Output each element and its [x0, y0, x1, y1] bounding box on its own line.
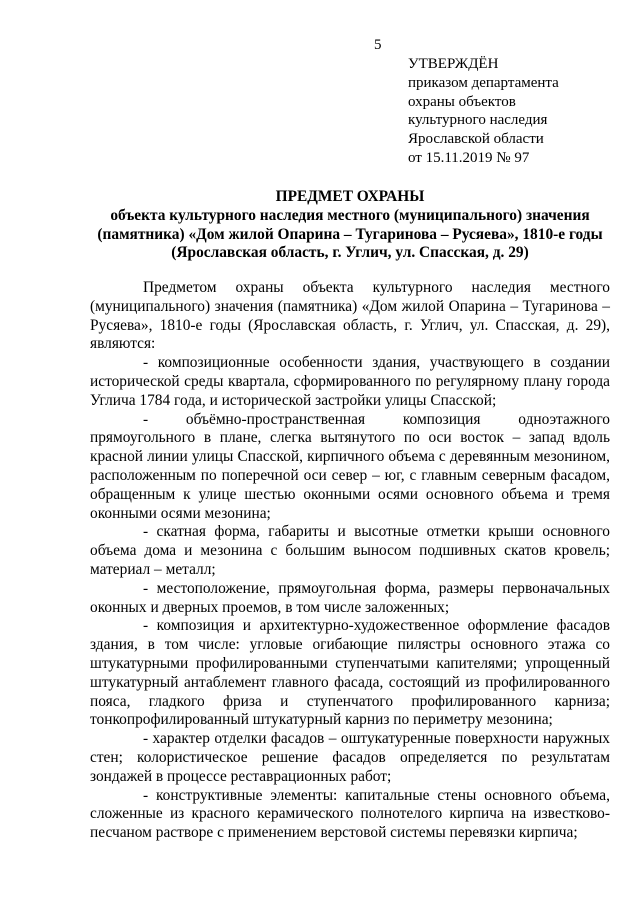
title-subtitle-line: объекта культурного наследия местного (муниципального) значения [110, 206, 590, 224]
list-item: - объёмно-пространственная композиция одноэтажного прямоугольного в плане, слегка вытянутого по оси восток – запад вдоль красной линии улицы Спасской, кирпичного объема с деревянным мезонином, расположенным по поперечной оси север – юг, с главным северным фасадом, обращенным к улице шестью оконными осями основного объема и тремя оконными осями мезонина; [90, 410, 610, 522]
title-subtitle-line: (памятника) «Дом жилой Опарина – Тугаринова – Русяева», 1810-е годы [97, 225, 603, 243]
list-item: - местоположение, прямоугольная форма, размеры первоначальных оконных и дверных проемов, в том числе заложенных; [90, 579, 610, 616]
approval-line: от 15.11.2019 № 97 [408, 149, 530, 166]
document-title [90, 188, 610, 263]
approval-line: Ярославской области [408, 131, 544, 148]
list-item: - конструктивные элементы: капитальные стены основного объема, сложенные из красного керамического полнотелого кирпича на известково-песчаном растворе с применением верстовой системы перевязки кирпича; [90, 786, 610, 842]
list-item: - скатная форма, габариты и высотные отметки крыши основного объема дома и мезонина с большим выносом подшивных скатов кровель; материал – металл; [90, 523, 610, 578]
intro-paragraph: Предметом охраны объекта культурного наследия местного (муниципального) значения (памятника) «Дом жилой Опарина – Тугаринова – Русяева», 1810-е годы (Ярославская область, г. Углич, ул. Спасская, д. 29), являются: [90, 279, 610, 353]
approval-line: культурного наследия [408, 112, 548, 129]
approval-line: приказом департамента [408, 74, 559, 91]
title-subtitle-line: (Ярославская область, г. Углич, ул. Спасская, д. 29) [171, 244, 529, 262]
title-heading: ПРЕДМЕТ ОХРАНЫ [275, 188, 425, 205]
list-item: - композиция и архитектурно-художественное оформление фасадов здания, в том числе: угловые огибающие пилястры основного этажа со штукатурными профилированными ступенчатыми капителями; упрощенный штукатурный антаблемент главного фасада, состоящий из профилированного пояса, гладкого фриза и ступенчатого профилированного карниза; тонкопрофилированный штукатурный карниз по периметру мезонина; [90, 617, 610, 729]
document-body [90, 279, 610, 843]
approval-line: охраны объектов [408, 93, 516, 110]
page-number: 5 [374, 37, 382, 53]
list-item: - композиционные особенности здания, участвующего в создании исторической среды квартала, сформированного по регулярному плану города Углича 1784 года, и исторической застройки улицы Спасской; [90, 354, 610, 409]
list-item: - характер отделки фасадов – оштукатуренные поверхности наружных стен; колористическое решение фасадов определяется по результатам зондажей в процессе реставрационных работ; [90, 730, 610, 785]
approval-line: УТВЕРЖДЁН [408, 56, 499, 72]
approval-stamp [408, 55, 628, 168]
